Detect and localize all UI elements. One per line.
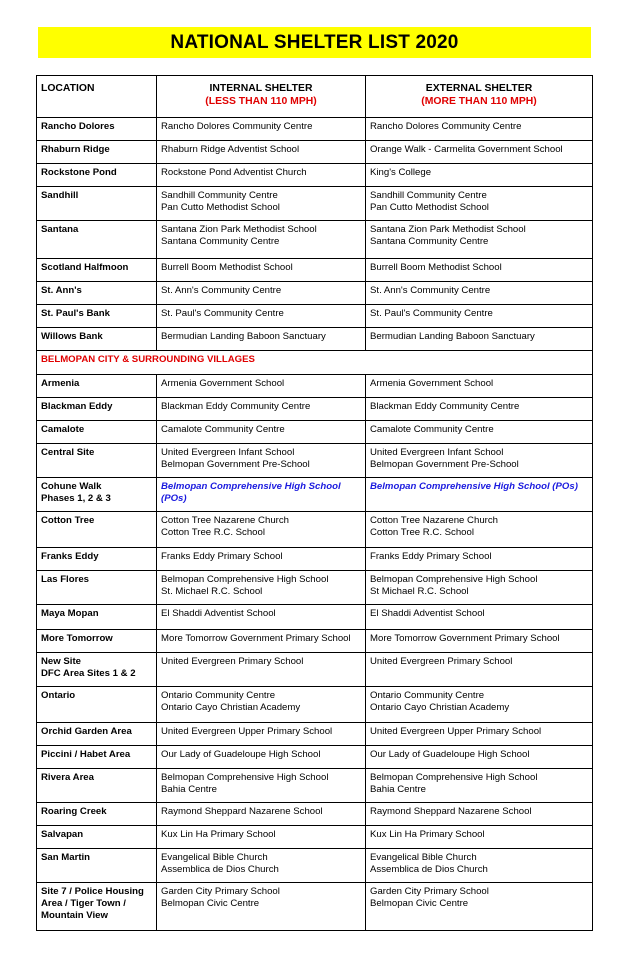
internal-shelter-cell-line: St. Ann's Community Centre	[161, 285, 282, 296]
external-shelter-cell-line: St. Ann's Community Centre	[370, 285, 491, 296]
internal-shelter-cell-line: United Evergreen Infant School	[161, 447, 295, 458]
internal-shelter-cell	[157, 221, 366, 259]
external-shelter-cell-line: Kux Lin Ha Primary School	[370, 829, 485, 840]
table-row	[37, 687, 593, 723]
internal-shelter-cell	[157, 630, 366, 653]
internal-shelter-cell	[157, 548, 366, 571]
internal-shelter-cell-line: Assemblica de Dios Church	[161, 864, 279, 875]
location-cell	[37, 118, 157, 141]
external-shelter-cell	[366, 398, 593, 421]
external-shelter-cell-line: Ontario Community Centre	[370, 690, 485, 701]
internal-shelter-cell-line: Ontario Cayo Christian Academy	[161, 702, 301, 713]
table-row	[37, 746, 593, 769]
location-cell	[37, 187, 157, 221]
internal-shelter-cell	[157, 803, 366, 826]
table-row	[37, 421, 593, 444]
external-shelter-cell	[366, 653, 593, 687]
external-shelter-cell	[366, 769, 593, 803]
table-row	[37, 187, 593, 221]
external-shelter-cell-line: Garden City Primary School	[370, 886, 489, 897]
internal-shelter-cell-line: Pan Cutto Methodist School	[161, 202, 280, 213]
location-cell	[37, 687, 157, 723]
internal-shelter-cell-line: United Evergreen Upper Primary School	[161, 726, 333, 737]
internal-shelter-cell	[157, 164, 366, 187]
location-cell-line: Ontario	[41, 690, 76, 701]
external-shelter-cell-line: Burrell Boom Methodist School	[370, 262, 502, 273]
internal-shelter-cell-line: Rhaburn Ridge Adventist School	[161, 144, 300, 155]
location-cell	[37, 653, 157, 687]
table-row	[37, 548, 593, 571]
table-row	[37, 375, 593, 398]
internal-shelter-cell-line: St. Paul's Community Centre	[161, 308, 284, 319]
location-cell-line: DFC Area Sites 1 & 2	[41, 668, 136, 679]
external-shelter-cell	[366, 305, 593, 328]
location-header: LOCATION	[37, 76, 157, 118]
external-shelter-cell	[366, 375, 593, 398]
external-shelter-cell-line: El Shaddi Adventist School	[370, 608, 485, 619]
table-row	[37, 849, 593, 883]
external-shelter-cell-line: Raymond Sheppard Nazarene School	[370, 806, 532, 817]
external-shelter-cell	[366, 548, 593, 571]
location-cell-line: Central Site	[41, 447, 95, 458]
internal-shelter-cell-line: Kux Lin Ha Primary School	[161, 829, 276, 840]
external-shelter-cell-line: St. Paul's Community Centre	[370, 308, 493, 319]
external-shelter-cell	[366, 221, 593, 259]
external-shelter-cell	[366, 723, 593, 746]
table-row	[37, 398, 593, 421]
internal-shelter-cell	[157, 141, 366, 164]
internal-shelter-cell	[157, 653, 366, 687]
internal-shelter-cell-line: St. Michael R.C. School	[161, 586, 263, 597]
external-shelter-cell-line: Armenia Government School	[370, 378, 494, 389]
external-shelter-cell-line: United Evergreen Upper Primary School	[370, 726, 542, 737]
internal-shelter-cell-line: Armenia Government School	[161, 378, 285, 389]
location-cell-line: Las Flores	[41, 574, 89, 585]
external-shelter-cell-line: Bahia Centre	[370, 784, 426, 795]
table-row	[37, 826, 593, 849]
external-shelter-cell-line: More Tomorrow Government Primary School	[370, 633, 560, 644]
location-cell	[37, 548, 157, 571]
external-shelter-cell-line: United Evergreen Primary School	[370, 656, 513, 667]
external-shelter-cell	[366, 259, 593, 282]
section-row-belmopan	[37, 351, 593, 375]
internal-shelter-cell-line: Garden City Primary School	[161, 886, 280, 897]
external-shelter-cell	[366, 478, 593, 512]
location-cell-line: Cotton Tree	[41, 515, 95, 526]
table-row	[37, 164, 593, 187]
location-cell	[37, 478, 157, 512]
internal-shelter-threshold: (LESS THAN 110 MPH)	[205, 96, 317, 107]
table-row	[37, 259, 593, 282]
location-cell	[37, 746, 157, 769]
internal-shelter-cell-line: Bahia Centre	[161, 784, 217, 795]
internal-shelter-cell-line: More Tomorrow Government Primary School	[161, 633, 351, 644]
location-cell-line: Rhaburn Ridge	[41, 144, 110, 155]
internal-shelter-cell-line: United Evergreen Primary School	[161, 656, 304, 667]
table-row	[37, 444, 593, 478]
external-shelter-cell-line: Bermudian Landing Baboon Sanctuary	[370, 331, 535, 342]
external-shelter-cell-line: Sandhill Community Centre	[370, 190, 487, 201]
location-cell-line: Maya Mopan	[41, 608, 99, 619]
internal-shelter-cell-line: Cotton Tree Nazarene Church	[161, 515, 289, 526]
location-cell	[37, 375, 157, 398]
location-cell	[37, 883, 157, 931]
location-cell-line: Cohune Walk	[41, 481, 102, 492]
location-cell-line: Rockstone Pond	[41, 167, 117, 178]
location-cell-line: San Martin	[41, 852, 91, 863]
internal-shelter-cell	[157, 259, 366, 282]
external-shelter-cell-line: Blackman Eddy Community Centre	[370, 401, 520, 412]
external-shelter-cell-line: Evangelical Bible Church	[370, 852, 477, 863]
internal-shelter-cell-line: Belmopan Comprehensive High School	[161, 574, 329, 585]
external-shelter-cell-line: Belmopan Comprehensive High School	[370, 574, 538, 585]
internal-shelter-title: INTERNAL SHELTER	[209, 83, 313, 94]
external-shelter-cell-line: Santana Zion Park Methodist School	[370, 224, 526, 235]
external-shelter-header	[366, 76, 593, 118]
location-cell-line: Sandhill	[41, 190, 79, 201]
internal-shelter-cell-line: Santana Community Centre	[161, 236, 280, 247]
external-shelter-cell	[366, 826, 593, 849]
external-shelter-cell-line: Belmopan Comprehensive High School (POs)	[370, 481, 578, 492]
external-shelter-cell	[366, 803, 593, 826]
external-shelter-cell	[366, 444, 593, 478]
internal-shelter-cell	[157, 883, 366, 931]
internal-shelter-cell	[157, 605, 366, 630]
table-row	[37, 630, 593, 653]
table-row	[37, 221, 593, 259]
table-row	[37, 118, 593, 141]
internal-shelter-cell	[157, 305, 366, 328]
internal-shelter-cell	[157, 118, 366, 141]
internal-shelter-cell	[157, 187, 366, 221]
external-shelter-cell-line: Cotton Tree R.C. School	[370, 527, 474, 538]
table-row	[37, 653, 593, 687]
external-shelter-cell-line: St Michael R.C. School	[370, 586, 469, 597]
external-shelter-threshold: (MORE THAN 110 MPH)	[421, 96, 537, 107]
internal-shelter-cell-line: Belmopan Government Pre-School	[161, 459, 310, 470]
external-shelter-cell	[366, 849, 593, 883]
table-row	[37, 883, 593, 931]
table-row	[37, 305, 593, 328]
external-shelter-cell-line: Santana Community Centre	[370, 236, 489, 247]
location-cell-line: Blackman Eddy	[41, 401, 113, 412]
internal-shelter-cell-line: Camalote Community Centre	[161, 424, 285, 435]
location-cell	[37, 803, 157, 826]
location-cell	[37, 512, 157, 548]
external-shelter-cell-line: United Evergreen Infant School	[370, 447, 504, 458]
table-row	[37, 478, 593, 512]
internal-shelter-cell	[157, 826, 366, 849]
location-cell-line: Santana	[41, 224, 79, 235]
external-shelter-cell-line: Belmopan Civic Centre	[370, 898, 469, 909]
location-cell	[37, 259, 157, 282]
internal-shelter-cell-line: Evangelical Bible Church	[161, 852, 268, 863]
internal-shelter-cell-line: Raymond Sheppard Nazarene School	[161, 806, 323, 817]
external-shelter-cell	[366, 187, 593, 221]
location-cell	[37, 398, 157, 421]
internal-shelter-cell	[157, 687, 366, 723]
section-heading: BELMOPAN CITY & SURROUNDING VILLAGES	[37, 351, 366, 375]
external-shelter-cell	[366, 605, 593, 630]
internal-shelter-cell	[157, 746, 366, 769]
external-shelter-cell-line: Rancho Dolores Community Centre	[370, 121, 522, 132]
internal-shelter-cell-line: Sandhill Community Centre	[161, 190, 278, 201]
location-cell-line: Mountain View	[41, 910, 108, 921]
internal-shelter-cell-line: El Shaddi Adventist School	[161, 608, 276, 619]
internal-shelter-cell	[157, 478, 366, 512]
table-row	[37, 723, 593, 746]
location-cell	[37, 282, 157, 305]
external-shelter-cell	[366, 328, 593, 351]
document-title-banner	[38, 27, 591, 58]
location-cell-line: St. Paul's Bank	[41, 308, 110, 319]
table-row	[37, 571, 593, 605]
external-shelter-cell	[366, 141, 593, 164]
internal-shelter-cell-line: Belmopan Civic Centre	[161, 898, 260, 909]
external-shelter-cell-line: Belmopan Comprehensive High School	[370, 772, 538, 783]
internal-shelter-cell	[157, 571, 366, 605]
internal-shelter-cell	[157, 421, 366, 444]
external-shelter-cell-line: Belmopan Government Pre-School	[370, 459, 519, 470]
location-cell	[37, 164, 157, 187]
external-shelter-cell-line: Our Lady of Guadeloupe High School	[370, 749, 530, 760]
location-cell	[37, 141, 157, 164]
external-shelter-title: EXTERNAL SHELTER	[425, 83, 533, 94]
internal-shelter-cell	[157, 328, 366, 351]
internal-shelter-header	[157, 76, 366, 118]
document-title: NATIONAL SHELTER LIST 2020	[170, 31, 459, 53]
internal-shelter-cell-line: Bermudian Landing Baboon Sanctuary	[161, 331, 326, 342]
location-cell	[37, 630, 157, 653]
external-shelter-cell-line: Ontario Cayo Christian Academy	[370, 702, 510, 713]
external-shelter-cell	[366, 164, 593, 187]
internal-shelter-cell-line: Cotton Tree R.C. School	[161, 527, 265, 538]
location-cell	[37, 305, 157, 328]
location-cell-line: Armenia	[41, 378, 80, 389]
external-shelter-cell	[366, 118, 593, 141]
internal-shelter-cell	[157, 375, 366, 398]
external-shelter-cell-line: Pan Cutto Methodist School	[370, 202, 489, 213]
location-cell-line: Orchid Garden Area	[41, 726, 132, 737]
external-shelter-cell	[366, 571, 593, 605]
external-shelter-cell	[366, 630, 593, 653]
external-shelter-cell-line: Camalote Community Centre	[370, 424, 494, 435]
table-row	[37, 769, 593, 803]
location-cell-line: More Tomorrow	[41, 633, 113, 644]
location-cell-line: Willows Bank	[41, 331, 103, 342]
location-cell-line: Scotland Halfmoon	[41, 262, 129, 273]
table-row	[37, 141, 593, 164]
external-shelter-cell	[366, 883, 593, 931]
table-row	[37, 512, 593, 548]
internal-shelter-cell-line: Blackman Eddy Community Centre	[161, 401, 311, 412]
table-row	[37, 803, 593, 826]
table-row	[37, 605, 593, 630]
external-shelter-cell-line: Orange Walk - Carmelita Government School	[370, 144, 563, 155]
external-shelter-cell	[366, 512, 593, 548]
internal-shelter-cell	[157, 723, 366, 746]
location-cell-line: Site 7 / Police Housing	[41, 886, 144, 897]
location-cell-line: Piccini / Habet Area	[41, 749, 131, 760]
location-cell	[37, 723, 157, 746]
external-shelter-cell-line: Franks Eddy Primary School	[370, 551, 492, 562]
internal-shelter-cell-line: Rockstone Pond Adventist Church	[161, 167, 307, 178]
external-shelter-cell	[366, 687, 593, 723]
external-shelter-cell-line: Cotton Tree Nazarene Church	[370, 515, 498, 526]
internal-shelter-cell-line: Belmopan Comprehensive High School	[161, 772, 329, 783]
location-cell	[37, 769, 157, 803]
location-cell	[37, 849, 157, 883]
table-header-row	[37, 76, 593, 118]
location-cell-line: New Site	[41, 656, 81, 667]
internal-shelter-cell-line: Rancho Dolores Community Centre	[161, 121, 313, 132]
location-cell	[37, 605, 157, 630]
location-cell	[37, 571, 157, 605]
table-row	[37, 282, 593, 305]
internal-shelter-cell	[157, 769, 366, 803]
external-shelter-cell-line: King's College	[370, 167, 432, 178]
section-spacer	[366, 351, 593, 375]
internal-shelter-cell-line: Our Lady of Guadeloupe High School	[161, 749, 321, 760]
location-cell-line: Salvapan	[41, 829, 84, 840]
internal-shelter-cell	[157, 282, 366, 305]
internal-shelter-cell	[157, 398, 366, 421]
internal-shelter-cell-line: Santana Zion Park Methodist School	[161, 224, 317, 235]
shelter-table	[36, 75, 593, 931]
external-shelter-cell	[366, 746, 593, 769]
location-cell-line: Rivera Area	[41, 772, 94, 783]
internal-shelter-cell	[157, 512, 366, 548]
table-row	[37, 328, 593, 351]
location-cell-line: Franks Eddy	[41, 551, 99, 562]
internal-shelter-cell-line: Ontario Community Centre	[161, 690, 276, 701]
location-cell-line: Area / Tiger Town /	[41, 898, 126, 909]
location-cell-line: Roaring Creek	[41, 806, 107, 817]
location-cell-line: Rancho Dolores	[41, 121, 115, 132]
location-cell-line: Phases 1, 2 & 3	[41, 493, 111, 504]
location-cell-line: St. Ann's	[41, 285, 82, 296]
location-cell	[37, 221, 157, 259]
external-shelter-cell-line: Assemblica de Dios Church	[370, 864, 488, 875]
location-cell-line: Camalote	[41, 424, 85, 435]
location-cell	[37, 444, 157, 478]
location-cell	[37, 328, 157, 351]
internal-shelter-cell-line: Burrell Boom Methodist School	[161, 262, 293, 273]
internal-shelter-cell	[157, 849, 366, 883]
location-cell	[37, 826, 157, 849]
location-cell	[37, 421, 157, 444]
internal-shelter-cell-line: Belmopan Comprehensive High School (POs)	[161, 481, 341, 504]
external-shelter-cell	[366, 282, 593, 305]
internal-shelter-cell	[157, 444, 366, 478]
external-shelter-cell	[366, 421, 593, 444]
internal-shelter-cell-line: Franks Eddy Primary School	[161, 551, 283, 562]
